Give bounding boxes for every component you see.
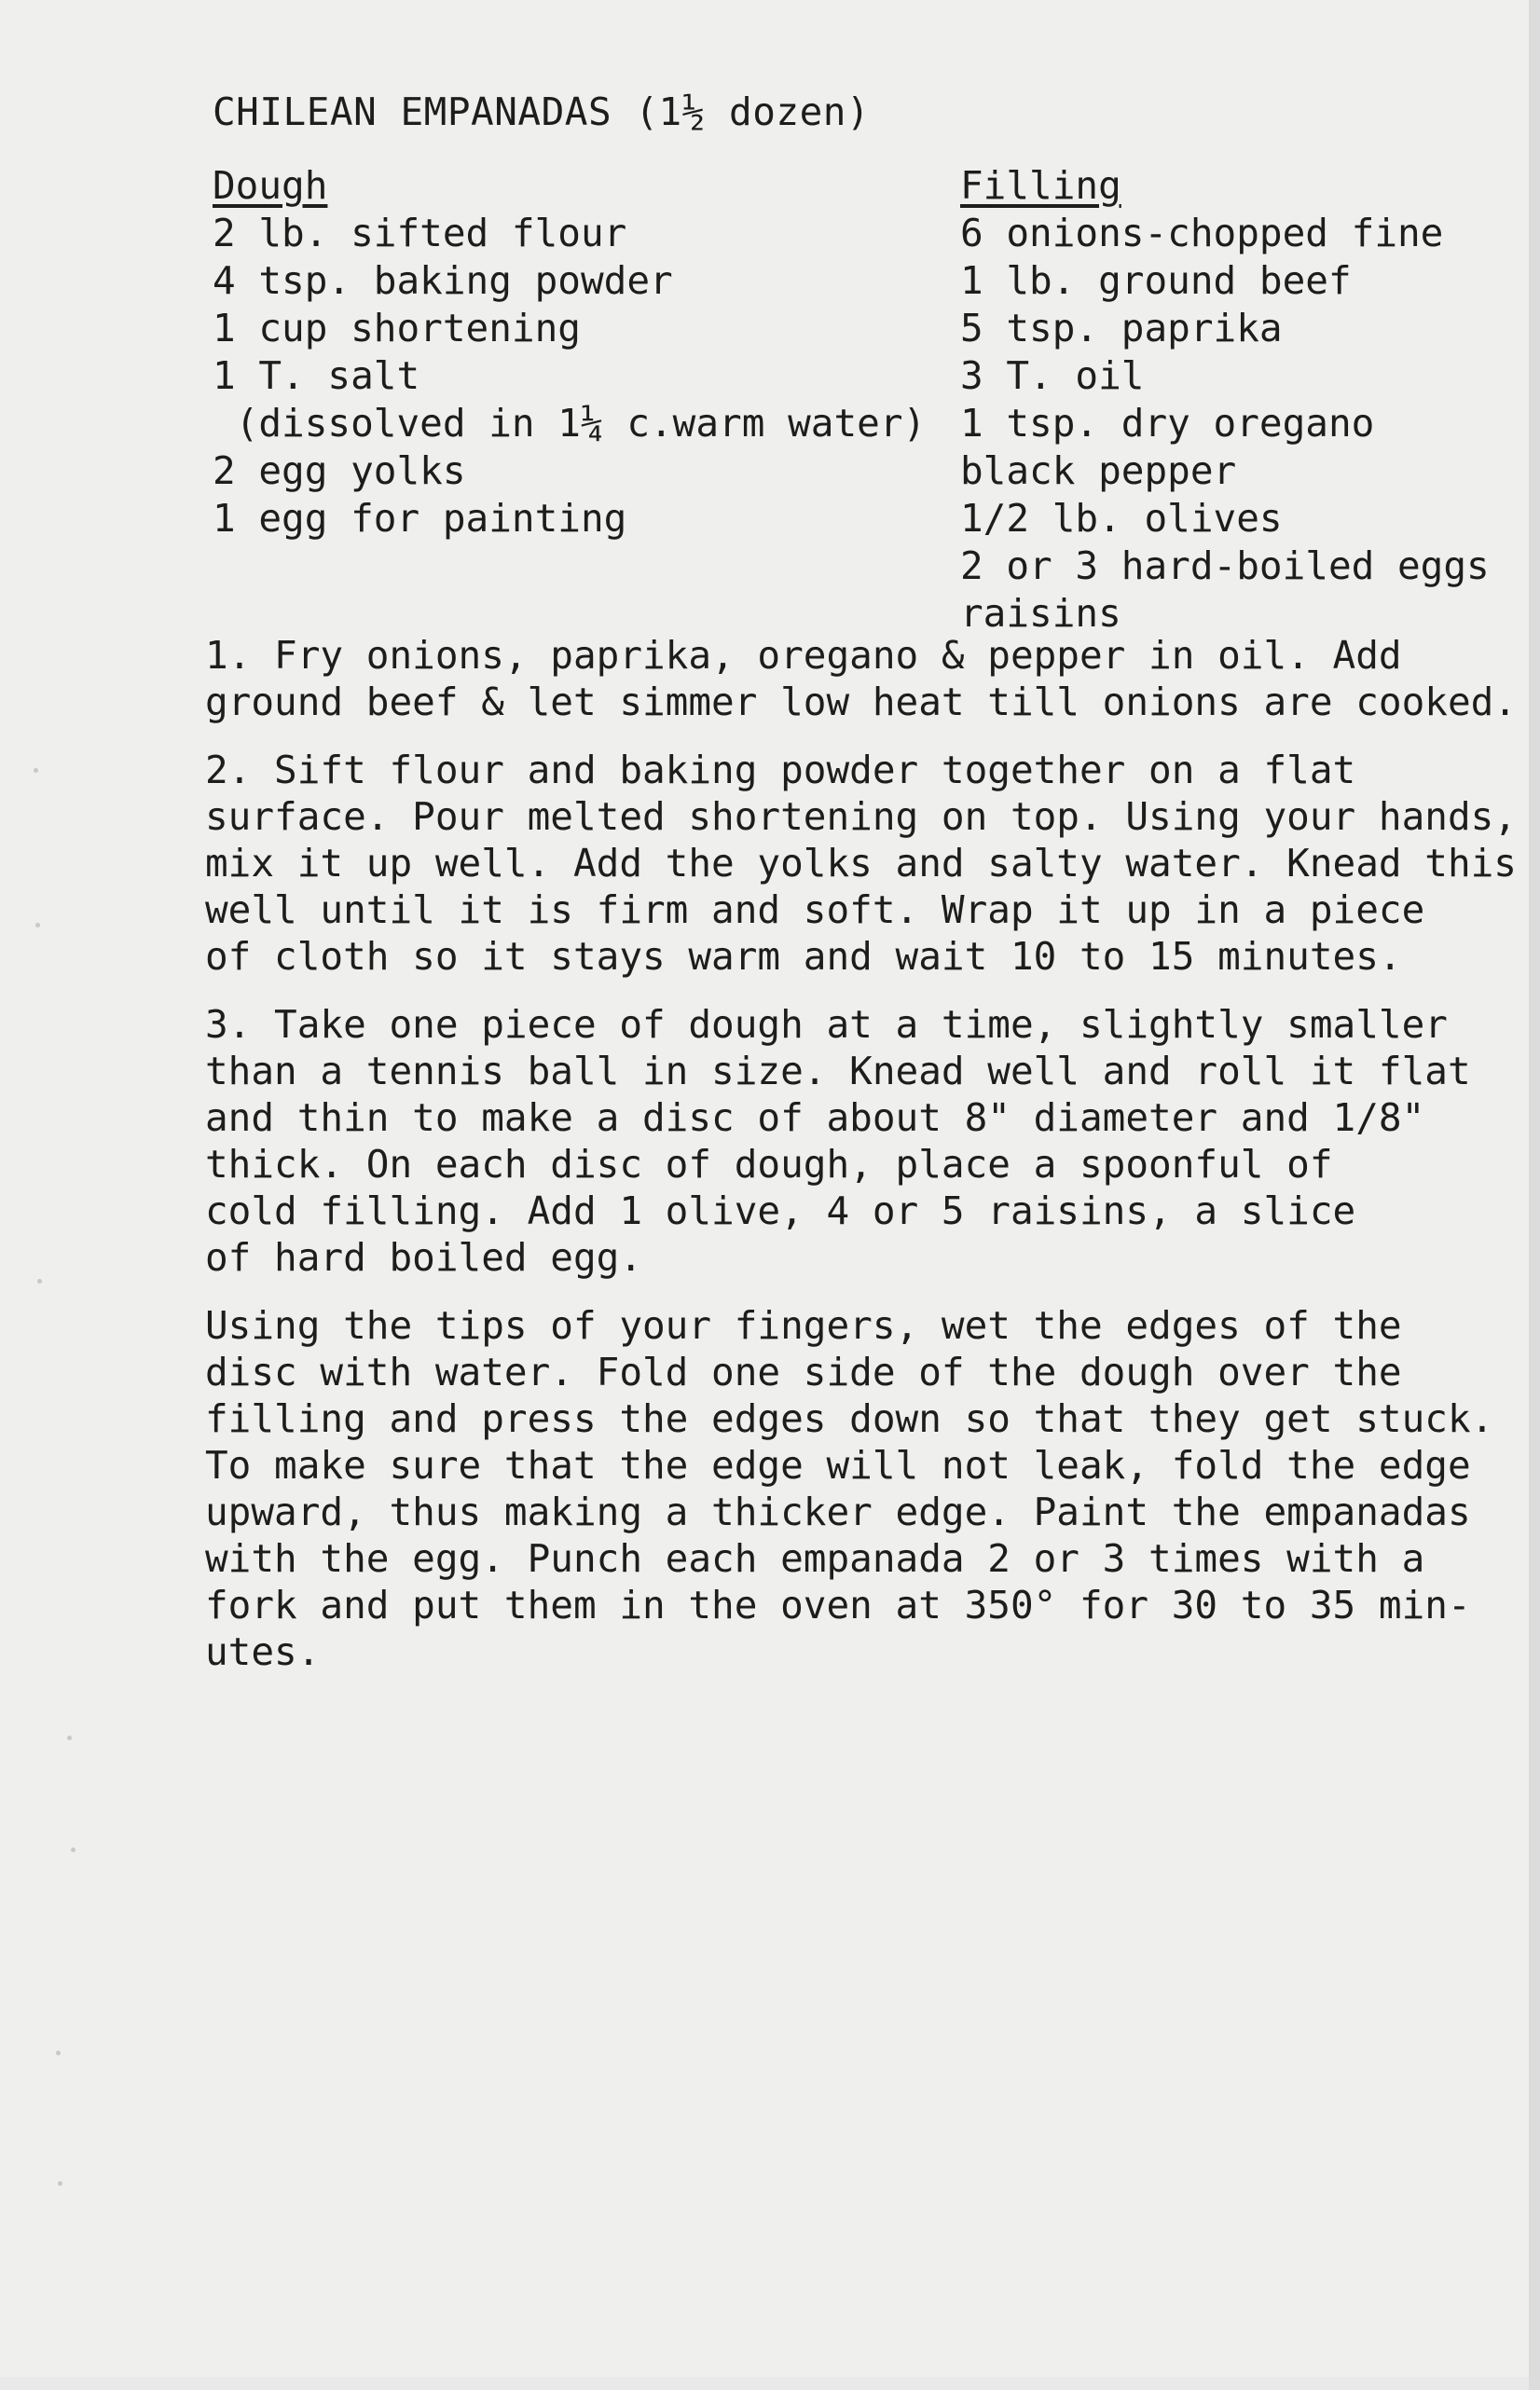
filling-ingredient: raisins [960, 591, 1121, 636]
filling-column [960, 162, 1519, 638]
binder-hole-mark [56, 2051, 61, 2055]
step-1: 1. Fry onions, paprika, oregano & pepper in oil. Add ground beef & let simmer low heat till onions are cooked. [205, 633, 1517, 724]
binder-hole-mark [37, 1279, 42, 1284]
binder-hole-mark [35, 923, 40, 927]
binder-hole-mark [58, 2181, 62, 2186]
dough-ingredient: 4 tsp. baking powder [213, 258, 673, 303]
step-4: Using the tips of your fingers, wet the edges of the disc with water. Fold one side of the dough over the filling and press the edges down so that they get stuck. To make sure that the edge will not leak, fold the edge upward, thus making a thicker edge. Paint the empanadas with the egg. Punch each empanada 2 or 3 times with a fork and put them in the oven at 350° for 30 to 35 min- utes. [205, 1303, 1494, 1674]
binder-hole-mark [34, 768, 38, 773]
filling-ingredient: 1 lb. ground beef [960, 258, 1352, 303]
filling-ingredient: 6 onions-chopped fine [960, 211, 1444, 255]
dough-ingredient: 2 egg yolks [213, 448, 466, 493]
dough-ingredient: 1 cup shortening [213, 306, 581, 350]
step-3: 3. Take one piece of dough at a time, slightly smaller than a tennis ball in size. Knead well and roll it flat and thin to make a disc of about 8" diameter and 1/8" thick. On each disc of dough, place a spoonful of cold filling. Add 1 olive, 4 or 5 raisins, a slice of hard boiled egg. [205, 1002, 1471, 1280]
instructions [205, 632, 1529, 1696]
filling-ingredient: 5 tsp. paprika [960, 306, 1283, 350]
filling-ingredient: 1/2 lb. olives [960, 496, 1283, 541]
binder-hole-mark [67, 1736, 72, 1740]
filling-ingredient: 2 or 3 hard-boiled eggs [960, 543, 1490, 588]
filling-ingredient: 3 T. oil [960, 353, 1145, 398]
dough-ingredient: 1 T. salt [213, 353, 420, 398]
page-edge [1529, 0, 1540, 2390]
filling-ingredient: black pepper [960, 448, 1237, 493]
filling-heading: Filling [960, 163, 1121, 208]
dough-ingredient: 1 egg for painting [213, 496, 627, 541]
binder-hole-mark [71, 1847, 76, 1852]
filling-ingredient: 1 tsp. dry oregano [960, 401, 1375, 446]
recipe-title: CHILEAN EMPANADAS (1½ dozen) [213, 89, 871, 134]
dough-ingredient-note: (dissolved in 1¼ c.warm water) [213, 401, 927, 446]
step-2: 2. Sift flour and baking powder together on a flat surface. Pour melted shortening on top. Using your hands, mix it up well. Add the yolks and salty water. Knead this well until it is firm and soft. Wrap it up in a piece of cloth so it stays warm and wait 10 to 15 minutes. [205, 748, 1517, 979]
dough-heading: Dough [213, 163, 328, 208]
dough-ingredient: 2 lb. sifted flour [213, 211, 627, 255]
dough-column [213, 162, 940, 543]
